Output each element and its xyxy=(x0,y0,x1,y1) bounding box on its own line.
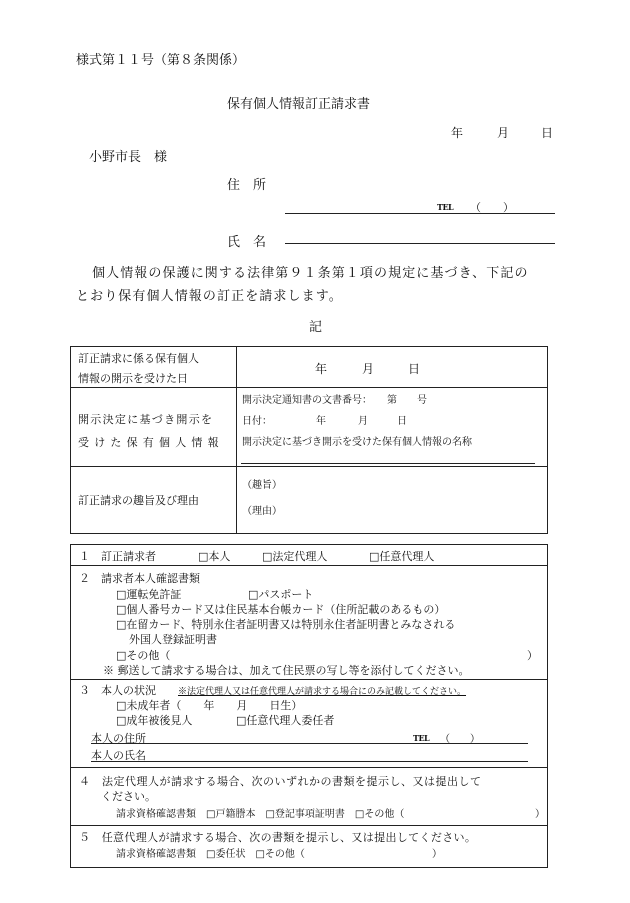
tel-label: TEL xyxy=(437,202,454,212)
s3-tel-label: TEL xyxy=(413,733,430,743)
date-day: 日 xyxy=(541,126,554,140)
table2-sep-4 xyxy=(70,825,548,826)
s3-name-line[interactable] xyxy=(91,761,528,762)
s2-mynumber-checkbox[interactable]: □個人番号カード又は住民基本台帳カード（住所記載のあるもの） xyxy=(116,603,446,616)
date-month: 月 xyxy=(497,126,510,140)
s3-minor-checkbox[interactable]: □未成年者（ 年 月 日生） xyxy=(116,699,303,712)
s1-voluntary-agent-checkbox[interactable]: □任意代理人 xyxy=(369,550,435,563)
s4-line1: ４ 法定代理人が請求する場合、次のいずれかの書類を提示し、又は提出して xyxy=(79,775,482,788)
s1-legal-agent-checkbox[interactable]: □法定代理人 xyxy=(262,550,328,563)
s2-alien-registration-label: 外国人登録証明書 xyxy=(129,633,217,646)
s2-residence-card-checkbox[interactable]: □在留カード、特別永住者証明書又は特別永住者証明書とみなされる xyxy=(116,618,456,631)
s5-docs[interactable]: 請求資格確認書類 □委任状 □その他（ xyxy=(116,849,305,860)
s4-close: ） xyxy=(535,809,545,820)
row1-year: 年 xyxy=(315,362,328,376)
address-label: 住 所 xyxy=(227,178,267,193)
table1-divider xyxy=(236,346,237,534)
s5-line1: ５ 任意代理人が請求する場合、次の書類を提示し、又は提出してください。 xyxy=(79,831,477,844)
row2-info-name-line[interactable] xyxy=(241,463,535,464)
row2-date-day: 日 xyxy=(397,416,407,427)
table2-sep-3 xyxy=(70,767,548,768)
form-number: 様式第１１号（第８条関係） xyxy=(76,53,246,68)
s1-self-checkbox[interactable]: □本人 xyxy=(198,550,231,563)
name-label: 氏 名 xyxy=(227,235,267,250)
s5-close: ） xyxy=(432,849,442,860)
row1-label-2: 情報の開示を受けた日 xyxy=(78,372,188,385)
row3-label: 訂正請求の趣旨及び理由 xyxy=(78,494,199,507)
row2-label-2: 受けた保有個人情報 xyxy=(78,436,224,449)
s2-other-checkbox[interactable]: □その他（ xyxy=(116,649,171,662)
ki-label: 記 xyxy=(309,320,323,335)
s2-other-close: ） xyxy=(527,649,538,662)
row2-doc-number: 開示決定通知書の文書番号： 第 号 xyxy=(242,395,427,406)
row3-reason: （理由） xyxy=(242,506,282,517)
row1-day: 日 xyxy=(408,362,421,376)
s3-address-label: 本人の住所 xyxy=(91,732,146,745)
body-text-line1: 個人情報の保護に関する法律第９１条第１項の規定に基づき、下記の xyxy=(92,266,529,281)
s4-docs[interactable]: 請求資格確認書類 □戸籍謄本 □登記事項証明書 □その他（ xyxy=(116,809,405,820)
s2-title: ２ 請求者本人確認書類 xyxy=(79,572,200,585)
tel-paren: （ ） xyxy=(470,201,514,214)
s3-name-label: 本人の氏名 xyxy=(91,749,146,762)
row1-label-1: 訂正請求に係る保有個人 xyxy=(78,352,199,365)
table2-sep-1 xyxy=(70,565,548,566)
s3-tel-paren: （ ） xyxy=(440,734,480,745)
s1-title: １ 訂正請求者 xyxy=(79,550,156,563)
body-text-line2: とおり保有個人情報の訂正を請求します。 xyxy=(76,289,343,304)
document-title: 保有個人情報訂正請求書 xyxy=(227,97,371,112)
row2-date-month: 月 xyxy=(358,416,368,427)
s4-line2: ください。 xyxy=(101,790,156,803)
s3-principal-checkbox[interactable]: □任意代理人委任者 xyxy=(236,714,335,727)
s3-note: ※法定代理人又は任意代理人が請求する場合にのみ記載してください。 xyxy=(178,687,467,697)
row2-date-year: 年 xyxy=(316,416,326,427)
addressee: 小野市長 様 xyxy=(89,150,168,165)
row1-month: 月 xyxy=(362,362,375,376)
s2-mail-note: ※ 郵送して請求する場合は、加えて住民票の写し等を添付してください。 xyxy=(103,664,470,677)
table1-row-sep-2 xyxy=(70,466,548,467)
table1-row-sep-1 xyxy=(70,387,548,388)
s3-title: ３ 本人の状況 xyxy=(79,684,156,697)
s3-ward-checkbox[interactable]: □成年被後見人 xyxy=(116,714,193,727)
row2-label-1: 開示決定に基づき開示を xyxy=(78,413,214,426)
date-year: 年 xyxy=(451,126,464,140)
row2-date-prefix: 日付： xyxy=(242,416,272,427)
row2-info-name-label: 開示決定に基づき開示を受けた保有個人情報の名称 xyxy=(242,437,472,448)
address-field-line[interactable] xyxy=(285,213,555,214)
name-field-line[interactable] xyxy=(285,243,555,244)
s2-license-checkbox[interactable]: □運転免許証 xyxy=(116,588,182,601)
s2-passport-checkbox[interactable]: □パスポート xyxy=(248,588,314,601)
row3-purpose: （趣旨） xyxy=(242,480,282,491)
table2-sep-2 xyxy=(70,679,548,680)
